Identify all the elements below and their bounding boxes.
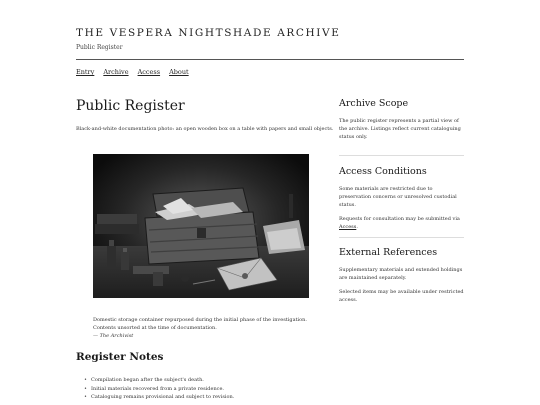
- sidebar-divider: [339, 237, 464, 238]
- intro-text: Black-and-white documentation photo: an open wooden box on a table with papers and small objects.: [76, 126, 334, 132]
- caption-credit: — The Archivist: [93, 333, 134, 339]
- caption-line-1: Domestic storage container repurposed during the initial phase of the investigation.: [93, 317, 307, 323]
- register-notes-title: Register Notes: [76, 351, 164, 363]
- list-item: • Cataloguing remains provisional and subject to revision.: [84, 393, 234, 402]
- photo-caption: [93, 316, 323, 340]
- nav-archive[interactable]: Archive: [103, 68, 129, 76]
- sidebar-divider: [339, 155, 464, 156]
- caption-line-2: Contents unsorted at the time of documentation.: [93, 325, 217, 331]
- access-request-text: [339, 215, 464, 231]
- access-conditions-text: Some materials are restricted due to preservation concerns or unresolved custodial status.: [339, 186, 457, 208]
- list-item: • Initial materials recovered from a private residence.: [84, 385, 234, 394]
- documentation-photo: [93, 154, 309, 298]
- nav-access[interactable]: Access: [137, 68, 161, 76]
- site-title: THE VESPERA NIGHTSHADE ARCHIVE: [76, 27, 341, 39]
- access-conditions-title: Access Conditions: [339, 166, 427, 177]
- sidebar-access-conditions: [339, 166, 464, 231]
- archive-scope-text: The public register represents a partial view of the archive. Listings reflect current cataloguing status only.: [339, 118, 461, 140]
- nav-about[interactable]: About: [169, 68, 189, 76]
- sidebar-external-references: [339, 247, 464, 304]
- external-references-text: Supplementary materials and extended holdings are maintained separately.: [339, 267, 463, 281]
- list-item: • Compilation began after the subject's death.: [84, 376, 234, 385]
- site-tagline: Public Register: [76, 44, 123, 51]
- main-nav: [76, 68, 189, 76]
- sidebar-archive-scope: [339, 98, 464, 141]
- external-references-title: External References: [339, 247, 438, 258]
- header-rule: [76, 59, 464, 60]
- wooden-box-photo: [93, 154, 309, 298]
- nav-entry[interactable]: Entry: [76, 68, 95, 76]
- access-request-suffix: .: [356, 224, 358, 230]
- access-link[interactable]: Access: [339, 224, 357, 230]
- register-notes-list: [84, 376, 234, 402]
- access-request-prefix: Requests for consultation may be submitted via: [339, 216, 460, 222]
- archive-scope-title: Archive Scope: [339, 98, 409, 109]
- page-title: Public Register: [76, 98, 185, 114]
- external-references-note: Selected items may be available under restricted access.: [339, 289, 464, 303]
